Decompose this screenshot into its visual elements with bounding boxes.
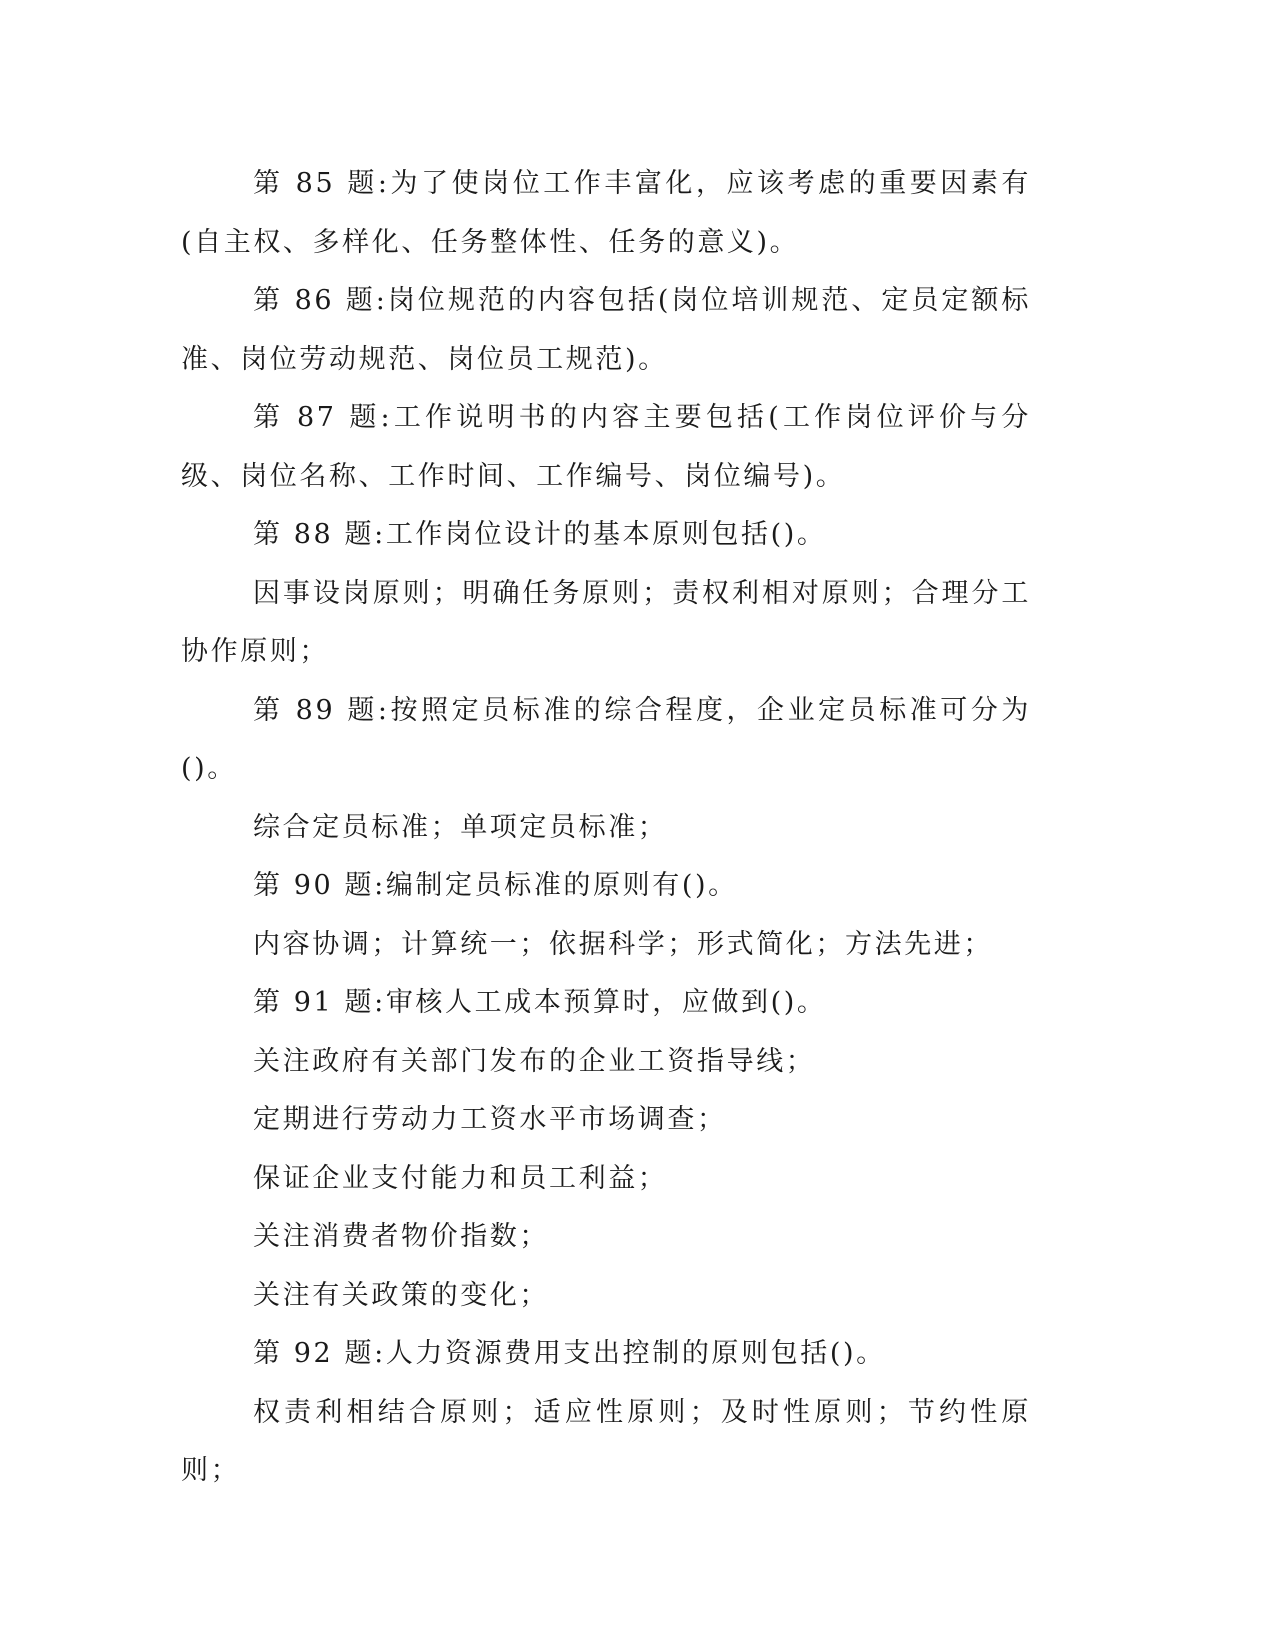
question-89: 第 89 题:按照定员标准的综合程度，企业定员标准可分为()。 (181, 694, 1031, 784)
question-90: 第 90 题:编制定员标准的原则有()。 (253, 870, 738, 901)
question-92: 第 92 题:人力资源费用支出控制的原则包括()。 (253, 1338, 886, 1369)
question-87: 第 87 题:工作说明书的内容主要包括(工作岗位评价与分级、岗位名称、工作时间、工作编号、岗位编号)。 (181, 402, 1031, 492)
answer-88: 因事设岗原则；明确任务原则；责权利相对原则；合理分工协作原则； (181, 577, 1031, 667)
answer-89: 综合定员标准；单项定员标准； (253, 811, 668, 843)
question-88: 第 88 题:工作岗位设计的基本原则包括()。 (253, 519, 827, 550)
answer-90: 内容协调；计算统一；依据科学；形式简化；方法先进； (253, 928, 993, 960)
document-body (181, 155, 1031, 1501)
answer-91-item-4: 关注消费者物价指数； (253, 1221, 549, 1252)
answer-91-item-3: 保证企业支付能力和员工利益； (253, 1162, 668, 1194)
answer-91-item-1: 关注政府有关部门发布的企业工资指导线； (253, 1045, 816, 1077)
answer-92: 权责利相结合原则；适应性原则；及时性原则；节约性原则； (181, 1396, 1031, 1486)
question-86: 第 86 题:岗位规范的内容包括(岗位培训规范、定员定额标准、岗位劳动规范、岗位员工规范)。 (181, 285, 1031, 375)
answer-91-item-5: 关注有关政策的变化； (253, 1279, 549, 1311)
answer-91-item-2: 定期进行劳动力工资水平市场调查； (253, 1104, 727, 1135)
question-85: 第 85 题:为了使岗位工作丰富化，应该考虑的重要因素有(自主权、多样化、任务整体性、任务的意义)。 (181, 168, 1031, 258)
question-91: 第 91 题:审核人工成本预算时，应做到()。 (253, 987, 827, 1018)
